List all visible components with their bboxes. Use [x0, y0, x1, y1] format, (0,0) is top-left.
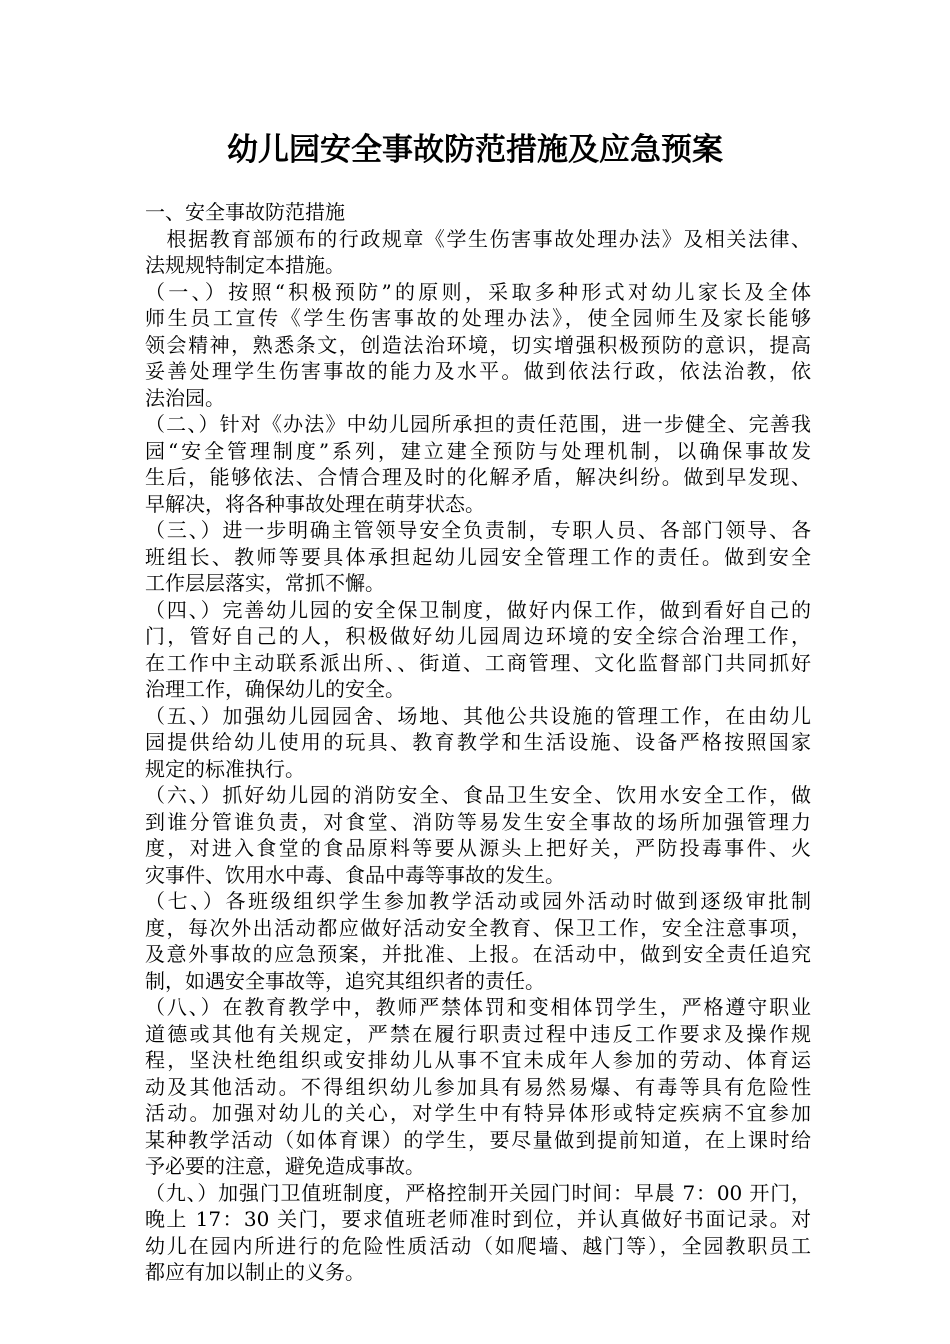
body-line: （二、）针对《办法》中幼儿园所承担的责任范围，进一步健全、完善我 — [145, 412, 811, 436]
body-line: 度，对进入食堂的食品原料等要从源头上把好关，严防投毒事件、火 — [145, 836, 811, 860]
body-line: 根据教育部颁布的行政规章《学生伤害事故处理办法》及相关法律、 — [145, 226, 811, 251]
body-line: 及意外事故的应急预案，并批准、上报。在活动中，做到安全责任追究 — [145, 942, 811, 966]
body-line: （六、）抓好幼儿园的消防安全、食品卫生安全、饮用水安全工作，做 — [145, 783, 811, 807]
body-line: 一、安全事故防范措施 — [145, 200, 345, 224]
body-line: 活动。加强对幼儿的关心，对学生中有特异体形或特定疾病不宜参加 — [145, 1101, 811, 1125]
body-line: 道德或其他有关规定，严禁在履行职责过程中违反工作要求及操作规 — [145, 1021, 811, 1046]
body-line: 早解决，将各种事故处理在萌芽状态。 — [145, 491, 485, 516]
body-line: （九、）加强门卫值班制度，严格控制开关园门时间：早晨 7：00 开门， — [145, 1180, 811, 1205]
body-line: 法治园。 — [145, 385, 225, 410]
body-line: 园提供给幼儿使用的玩具、教育教学和生活设施、设备严格按照国家 — [145, 730, 811, 754]
body-line: 门，管好自己的人，积极做好幼儿园周边环境的安全综合治理工作， — [145, 624, 811, 648]
document-body — [145, 199, 811, 1286]
body-line: 幼儿在园内所进行的危险性质活动（如爬墙、越门等），全园教职员工 — [145, 1233, 811, 1258]
body-line: 法规规特制定本措施。 — [145, 253, 345, 277]
body-line: 度，每次外出活动都应做好活动安全教育、保卫工作，安全注意事项， — [145, 915, 811, 940]
body-line: 动及其他活动。不得组织幼儿参加具有易然易爆、有毒等具有危险性 — [145, 1074, 811, 1099]
body-line: 都应有加以制止的义务。 — [145, 1260, 365, 1284]
body-line: （一、）按照“积极预防”的原则，采取多种形式对幼儿家长及全体 — [145, 279, 811, 304]
body-line: 工作层层落实，常抓不懈。 — [145, 571, 385, 595]
body-line: 到谁分管谁负责，对食堂、消防等易发生安全事故的场所加强管理力 — [145, 809, 811, 834]
document-title: 幼儿园安全事故防范措施及应急预案 — [227, 132, 723, 168]
body-line: （八、）在教育教学中，教师严禁体罚和变相体罚学生，严格遵守职业 — [145, 995, 811, 1019]
body-line: 制，如遇安全事故等，追究其组织者的责任。 — [145, 968, 545, 993]
body-line: 程，坚決杜绝组织或安排幼儿从事不宜未成年人参加的劳动、体育运 — [145, 1048, 811, 1072]
body-line: 灾事件、饮用水中毒、食品中毒等事故的发生。 — [145, 862, 565, 887]
body-line: 某种教学活动（如体育课）的学生，要尽量做到提前知道，在上课时给 — [145, 1127, 811, 1152]
body-line: 予必要的注意，避免造成事故。 — [145, 1154, 425, 1178]
body-line: 生后，能够依法、合情合理及时的化解矛盾，解决纠纷。做到早发现、 — [145, 465, 811, 489]
body-line: 治理工作，确保幼儿的安全。 — [145, 677, 405, 701]
body-line: 园“安全管理制度”系列，建立建全预防与处理机制，以确保事故发 — [145, 438, 811, 463]
body-line: 妥善处理学生伤害事故的能力及水平。做到依法行政，依法治教，依 — [145, 359, 811, 383]
body-line: 在工作中主动联系派出所、、街道、工商管理、文化监督部门共同抓好 — [145, 650, 811, 675]
body-line: （七、）各班级组织学生参加教学活动或园外活动时做到逐级审批制 — [145, 889, 811, 913]
body-line: 班组长、教师等要具体承担起幼儿园安全管理工作的责任。做到安全 — [145, 544, 811, 569]
body-line: 领会精神，熟悉条文，创造法治环境，切实增强积极预防的意识，提高 — [145, 332, 811, 357]
body-line: （五、）加强幼儿园园舍、场地、其他公共设施的管理工作，在由幼儿 — [145, 703, 811, 728]
body-line: 师生员工宣传《学生伤害事故的处理办法》，使全园师生及家长能够 — [145, 306, 811, 330]
body-line: （四、）完善幼儿园的安全保卫制度，做好内保工作，做到看好自己的 — [145, 597, 811, 622]
body-line: （三、）进一步明确主管领导安全负责制，专职人员、各部门领导、各 — [145, 518, 811, 542]
body-line: 晚上 17：30 关门，要求值班老师准时到位，并认真做好书面记录。对 — [145, 1207, 811, 1231]
body-line: 规定的标准执行。 — [145, 756, 305, 781]
